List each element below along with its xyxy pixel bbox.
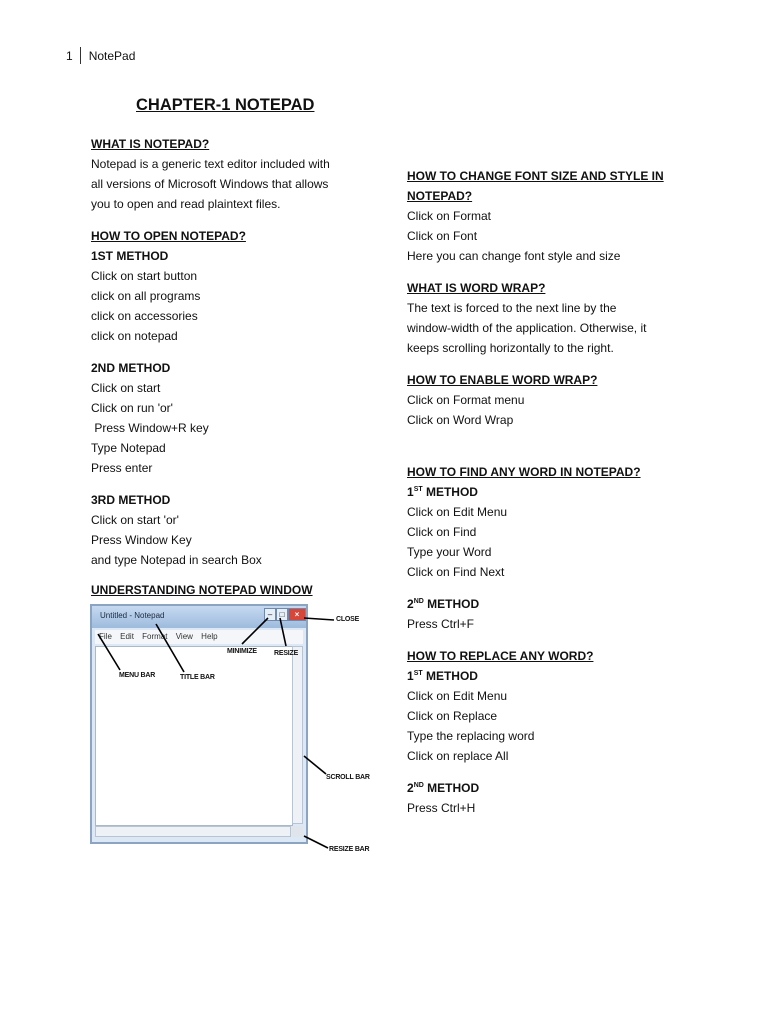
method1-step: click on all programs — [91, 289, 201, 303]
method2-step: Click on start — [91, 381, 161, 395]
enable-wrap-heading: HOW TO ENABLE WORD WRAP? — [407, 373, 598, 387]
menu-item-file: File — [99, 632, 112, 641]
maximize-icon: □ — [276, 608, 288, 621]
method2-step: Press enter — [91, 461, 153, 475]
resize-pointer-line — [280, 618, 286, 646]
font-step: Click on Format — [407, 209, 492, 223]
what-text-line: Notepad is a generic text editor included with — [91, 157, 330, 171]
right-column — [407, 166, 707, 818]
replace-method1-heading — [407, 666, 707, 686]
what-is-notepad-heading: WHAT IS NOTEPAD? — [91, 137, 210, 151]
menu-item-edit: Edit — [120, 632, 134, 641]
find-method1-heading — [407, 482, 707, 502]
title-bar-label: TITLE BAR — [180, 674, 215, 681]
rep-m1-word: METHOD — [422, 669, 478, 683]
method3-step: Click on start 'or' — [91, 513, 179, 527]
replace-method2-heading — [407, 778, 707, 798]
wrap-text-line: The text is forced to the next line by the — [407, 301, 617, 315]
menu-item-help: Help — [201, 632, 218, 641]
title-bar-pointer-line — [156, 624, 184, 672]
resize-label: RESIZE — [274, 650, 299, 657]
notepad-window-title: Untitled - Notepad — [100, 611, 165, 620]
font-step: Here you can change font style and size — [407, 249, 621, 263]
find-m1-step: Click on Find Next — [407, 565, 505, 579]
how-to-open-heading: HOW TO OPEN NOTEPAD? — [91, 229, 246, 243]
menu-item-format: Format — [142, 632, 168, 641]
rep-m1-step: Click on replace All — [407, 749, 509, 763]
rep-m2-num: 2 — [407, 781, 414, 795]
understanding-window-heading: UNDERSTANDING NOTEPAD WINDOW — [91, 583, 313, 597]
rep-m2-word: METHOD — [423, 781, 480, 795]
method1-heading: 1ST METHOD — [91, 249, 169, 263]
menu-bar-pointer-line — [98, 634, 120, 670]
wrap-text-line: window-width of the application. Otherwise, it — [407, 321, 647, 335]
left-column — [91, 134, 391, 600]
document-name: NotePad — [88, 48, 136, 63]
method1-step: Click on start button — [91, 269, 198, 283]
method1-step: click on notepad — [91, 329, 178, 343]
replace-word-heading: HOW TO REPLACE ANY WORD? — [407, 649, 594, 663]
rep-m1-num: 1 — [407, 669, 414, 683]
rep-m1-step: Type the replacing word — [407, 729, 535, 743]
rep-m2-sup: ND — [413, 782, 424, 789]
what-text-line: you to open and read plaintext files. — [91, 197, 281, 211]
find-method2-heading — [407, 594, 707, 614]
resize-bar-pointer-line — [304, 836, 328, 848]
rep-m1-sup: ST — [413, 670, 423, 677]
find-m2-sup: ND — [413, 598, 424, 605]
resize-bar-label: RESIZE BAR — [329, 846, 370, 853]
scroll-bar-pointer-line — [304, 756, 326, 774]
find-m1-sup: ST — [413, 486, 423, 493]
method3-heading: 3RD METHOD — [91, 493, 171, 507]
font-heading-line1: HOW TO CHANGE FONT SIZE AND STYLE IN — [407, 169, 664, 183]
notepad-window-diagram — [90, 604, 370, 854]
method3-step: Press Window Key — [91, 533, 192, 547]
find-m1-num: 1 — [407, 485, 414, 499]
rep-m1-step: Click on Replace — [407, 709, 498, 723]
menu-item-view: View — [175, 632, 193, 641]
chapter-title: CHAPTER-1 NOTEPAD — [136, 96, 315, 114]
scroll-bar-label: SCROLL BAR — [326, 774, 370, 781]
find-m1-step: Click on Find — [407, 525, 477, 539]
method2-step: Press Window+R key — [91, 421, 209, 435]
page-header — [66, 47, 135, 64]
enable-step: Click on Word Wrap — [407, 413, 514, 427]
find-m1-step: Click on Edit Menu — [407, 505, 508, 519]
find-m2-step: Press Ctrl+F — [407, 617, 475, 631]
font-heading-line2: NOTEPAD? — [407, 189, 473, 203]
page-number: 1 — [66, 48, 73, 63]
method3-step: and type Notepad in search Box — [91, 553, 262, 567]
method2-heading: 2ND METHOD — [91, 361, 171, 375]
minimize-label: MINIMIZE — [227, 648, 257, 655]
font-step: Click on Font — [407, 229, 478, 243]
find-word-heading: HOW TO FIND ANY WORD IN NOTEPAD? — [407, 465, 641, 479]
find-m2-word: METHOD — [423, 597, 480, 611]
find-m1-word: METHOD — [422, 485, 478, 499]
method1-step: click on accessories — [91, 309, 198, 323]
method2-step: Type Notepad — [91, 441, 166, 455]
word-wrap-heading: WHAT IS WORD WRAP? — [407, 281, 546, 295]
find-m2-num: 2 — [407, 597, 414, 611]
close-pointer-line — [304, 618, 334, 620]
minimize-icon: – — [264, 608, 276, 621]
method2-step: Click on run 'or' — [91, 401, 173, 415]
what-text-line: all versions of Microsoft Windows that allows — [91, 177, 329, 191]
callout-lines — [90, 604, 370, 854]
close-label: CLOSE — [336, 616, 360, 623]
enable-step: Click on Format menu — [407, 393, 525, 407]
rep-m1-step: Click on Edit Menu — [407, 689, 508, 703]
menu-bar-label: MENU BAR — [119, 672, 156, 679]
find-m1-step: Type your Word — [407, 545, 492, 559]
rep-m2-step: Press Ctrl+H — [407, 801, 476, 815]
minimize-pointer-line — [242, 618, 268, 644]
wrap-text-line: keeps scrolling horizontally to the right. — [407, 341, 614, 355]
close-icon: × — [288, 608, 306, 621]
header-divider — [80, 47, 81, 64]
